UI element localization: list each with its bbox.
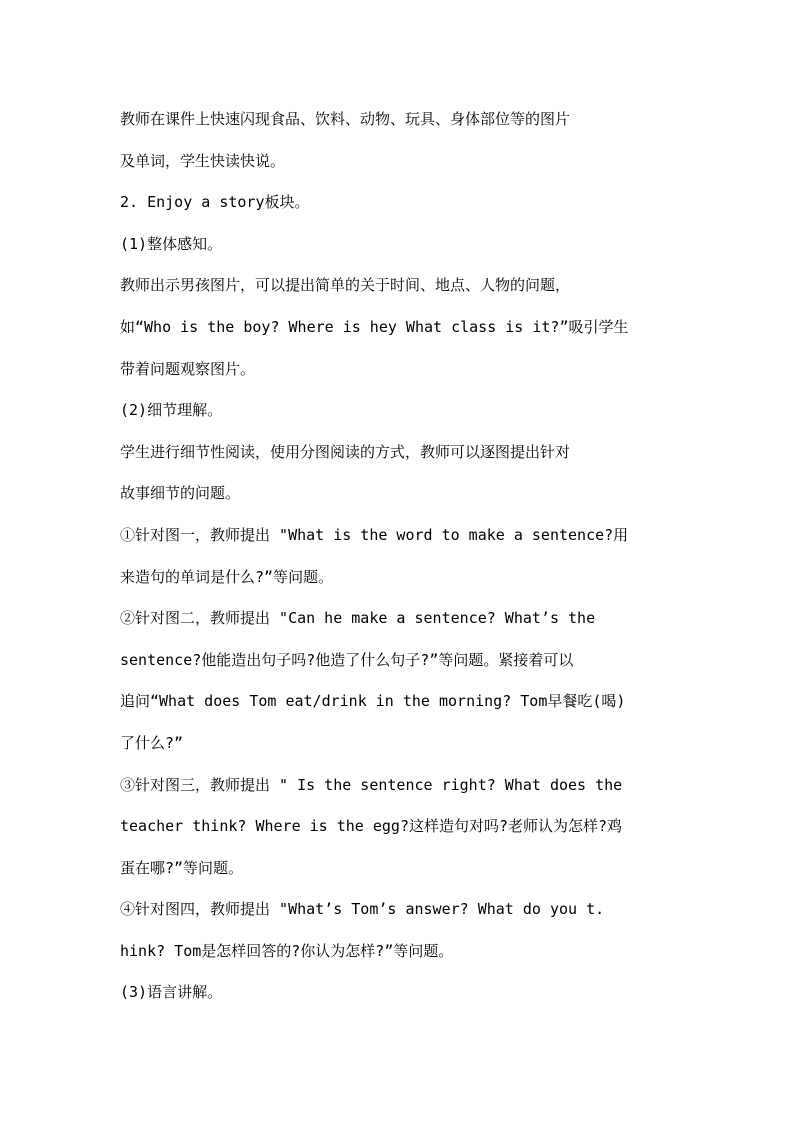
document-body xyxy=(120,99,680,1014)
subsection-heading: (3)语言讲解。 xyxy=(120,983,223,1002)
text-line: teacher think? Where is the egg?这样造句对吗?老师认为怎样?鸡 xyxy=(120,817,623,836)
text-line: 来造句的单词是什么?”等问题。 xyxy=(120,567,334,586)
text-line: 教师出示男孩图片，可以提出简单的关于时间、地点、人物的问题， xyxy=(120,276,571,295)
text-line: 故事细节的问题。 xyxy=(120,484,241,503)
text-line: 了什么?” xyxy=(120,733,184,752)
text-line: 蛋在哪?”等问题。 xyxy=(120,858,244,877)
subsection-heading: (1)整体感知。 xyxy=(120,234,223,253)
text-line: 追问“What does Tom eat/drink in the morning? Tom早餐吃(喝) xyxy=(120,692,626,711)
list-item: ②针对图二，教师提出 "Can he make a sentence? What’s the xyxy=(120,609,596,628)
text-line: 教师在课件上快速闪现食品、饮料、动物、玩具、身体部位等的图片 xyxy=(120,110,571,128)
section-heading: 2. Enjoy a story板块。 xyxy=(120,193,310,212)
text-line: 学生进行细节性阅读，使用分图阅读的方式，教师可以逐图提出针对 xyxy=(120,442,571,461)
list-item: ④针对图四，教师提出 "What’s Tom’s answer? What do you t. xyxy=(120,900,605,919)
list-item: ③针对图三，教师提出 " Is the sentence right? What does the xyxy=(120,775,623,794)
text-line: 如“Who is the boy? Where is hey What class is it?”吸引学生 xyxy=(120,317,629,336)
text-line: hink? Tom是怎样回答的?你认为怎样?”等问题。 xyxy=(120,941,454,960)
text-line: sentence?他能造出句子吗?他造了什么句子?”等问题。紧接着可以 xyxy=(120,650,574,669)
subsection-heading: (2)细节理解。 xyxy=(120,401,223,420)
text-line: 及单词，学生快读快说。 xyxy=(120,151,286,170)
list-item: ①针对图一，教师提出 "What is the word to make a sentence?用 xyxy=(120,525,629,544)
text-line: 带着问题观察图片。 xyxy=(120,359,256,378)
